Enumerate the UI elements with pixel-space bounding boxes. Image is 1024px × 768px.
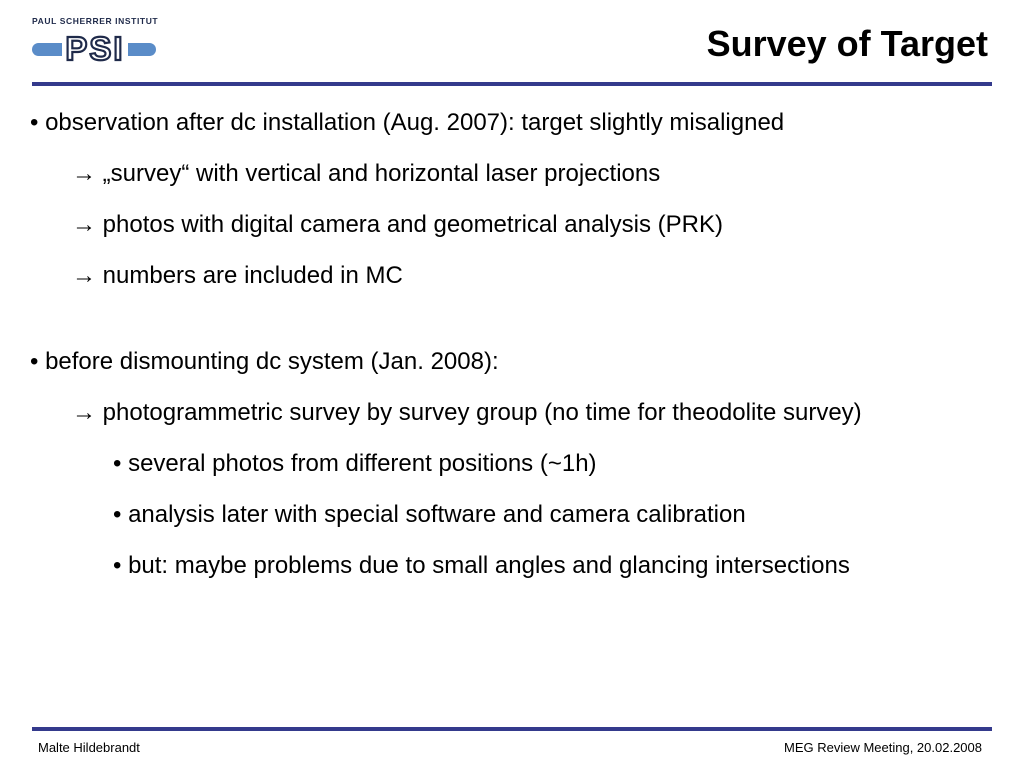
footer-event: MEG Review Meeting, 20.02.2008 [784,740,982,755]
footer-author: Malte Hildebrandt [38,740,140,755]
bullet-dismounting: • before dismounting dc system (Jan. 2008): [30,348,499,375]
bullet-observation: • observation after dc installation (Aug. 2007): target slightly misaligned [30,109,785,136]
slide-title: Survey of Target [706,23,988,64]
bottom-divider [32,727,992,731]
sub-item-survey: → „survey“ with vertical and horizontal laser projections [72,160,661,187]
sub-sub-item-problems: • but: maybe problems due to small angles and glancing intersections [113,552,850,579]
sub-sub-item-several-photos: • several photos from different positions (~1h) [113,450,597,477]
logo-institute-text: PAUL SCHERRER INSTITUT [32,16,159,26]
sub-sub-item-analysis: • analysis later with special software and camera calibration [113,501,746,528]
sub-item-photos: → photos with digital camera and geometrical analysis (PRK) [72,211,723,238]
sub-item-photogrammetric: → photogrammetric survey by survey group (no time for theodolite survey) [72,399,862,426]
sub-item-numbers: → numbers are included in MC [72,262,403,289]
logo-mark-text: PSI [65,30,125,67]
